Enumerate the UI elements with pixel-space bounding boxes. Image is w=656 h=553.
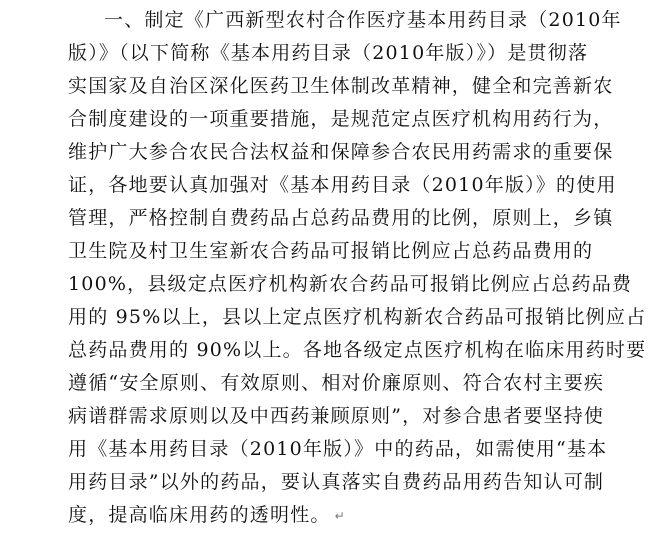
text-line: 一、制定《广西新型农村合作医疗基本用药目录（2010年: [104, 9, 622, 31]
text-line-last: [68, 498, 588, 532]
text-line: 卫生院及村卫生室新农合药品可报销比例应占总药品费用的: [68, 240, 594, 262]
text-line: 遵循“安全原则、有效原则、相对价廉原则、符合农村主要疾: [68, 372, 605, 394]
text-line: 证，各地要认真加强对《基本用药目录（2010年版）》的使用: [68, 174, 617, 196]
text-line: 版）》（以下简称《基本用药目录（2010年版）》）是贯彻落: [68, 42, 589, 64]
text-line: 实国家及自治区深化医药卫生体制改革精神，健全和完善新农: [68, 75, 614, 97]
text-line: 病谱群需求原则以及中西药兼顾原则”，对参合患者要坚持使: [68, 405, 605, 427]
text-line: 合制度建设的一项重要措施，是规范定点医疗机构用药行为，: [68, 108, 614, 130]
paragraph-mark-icon: ↵: [334, 509, 346, 523]
text-line: 用《基本用药目录（2010年版）》中的药品，如需使用“基本: [68, 438, 608, 460]
text-line: 用药目录”以外的药品，要认真落实自费药品用药告知认可制: [68, 471, 605, 493]
text-line: 管理，严格控制自费药品占总药品费用的比例，原则上，乡镇: [68, 207, 614, 229]
text-line-content: 度，提高临床用药的透明性。: [68, 504, 331, 526]
text-line: 维护广大参合农民合法权益和保障参合农民用药需求的重要保: [68, 141, 614, 163]
text-line: 用的 95%以上，县以上定点医疗机构新农合药品可报销比例应占: [68, 306, 647, 328]
text-line: 100%，县级定点医疗机构新农合药品可报销比例应占总药品费: [68, 273, 633, 295]
text-line: 总药品费用的 90%以上。各地各级定点医疗机构在临床用药时要: [68, 339, 647, 361]
